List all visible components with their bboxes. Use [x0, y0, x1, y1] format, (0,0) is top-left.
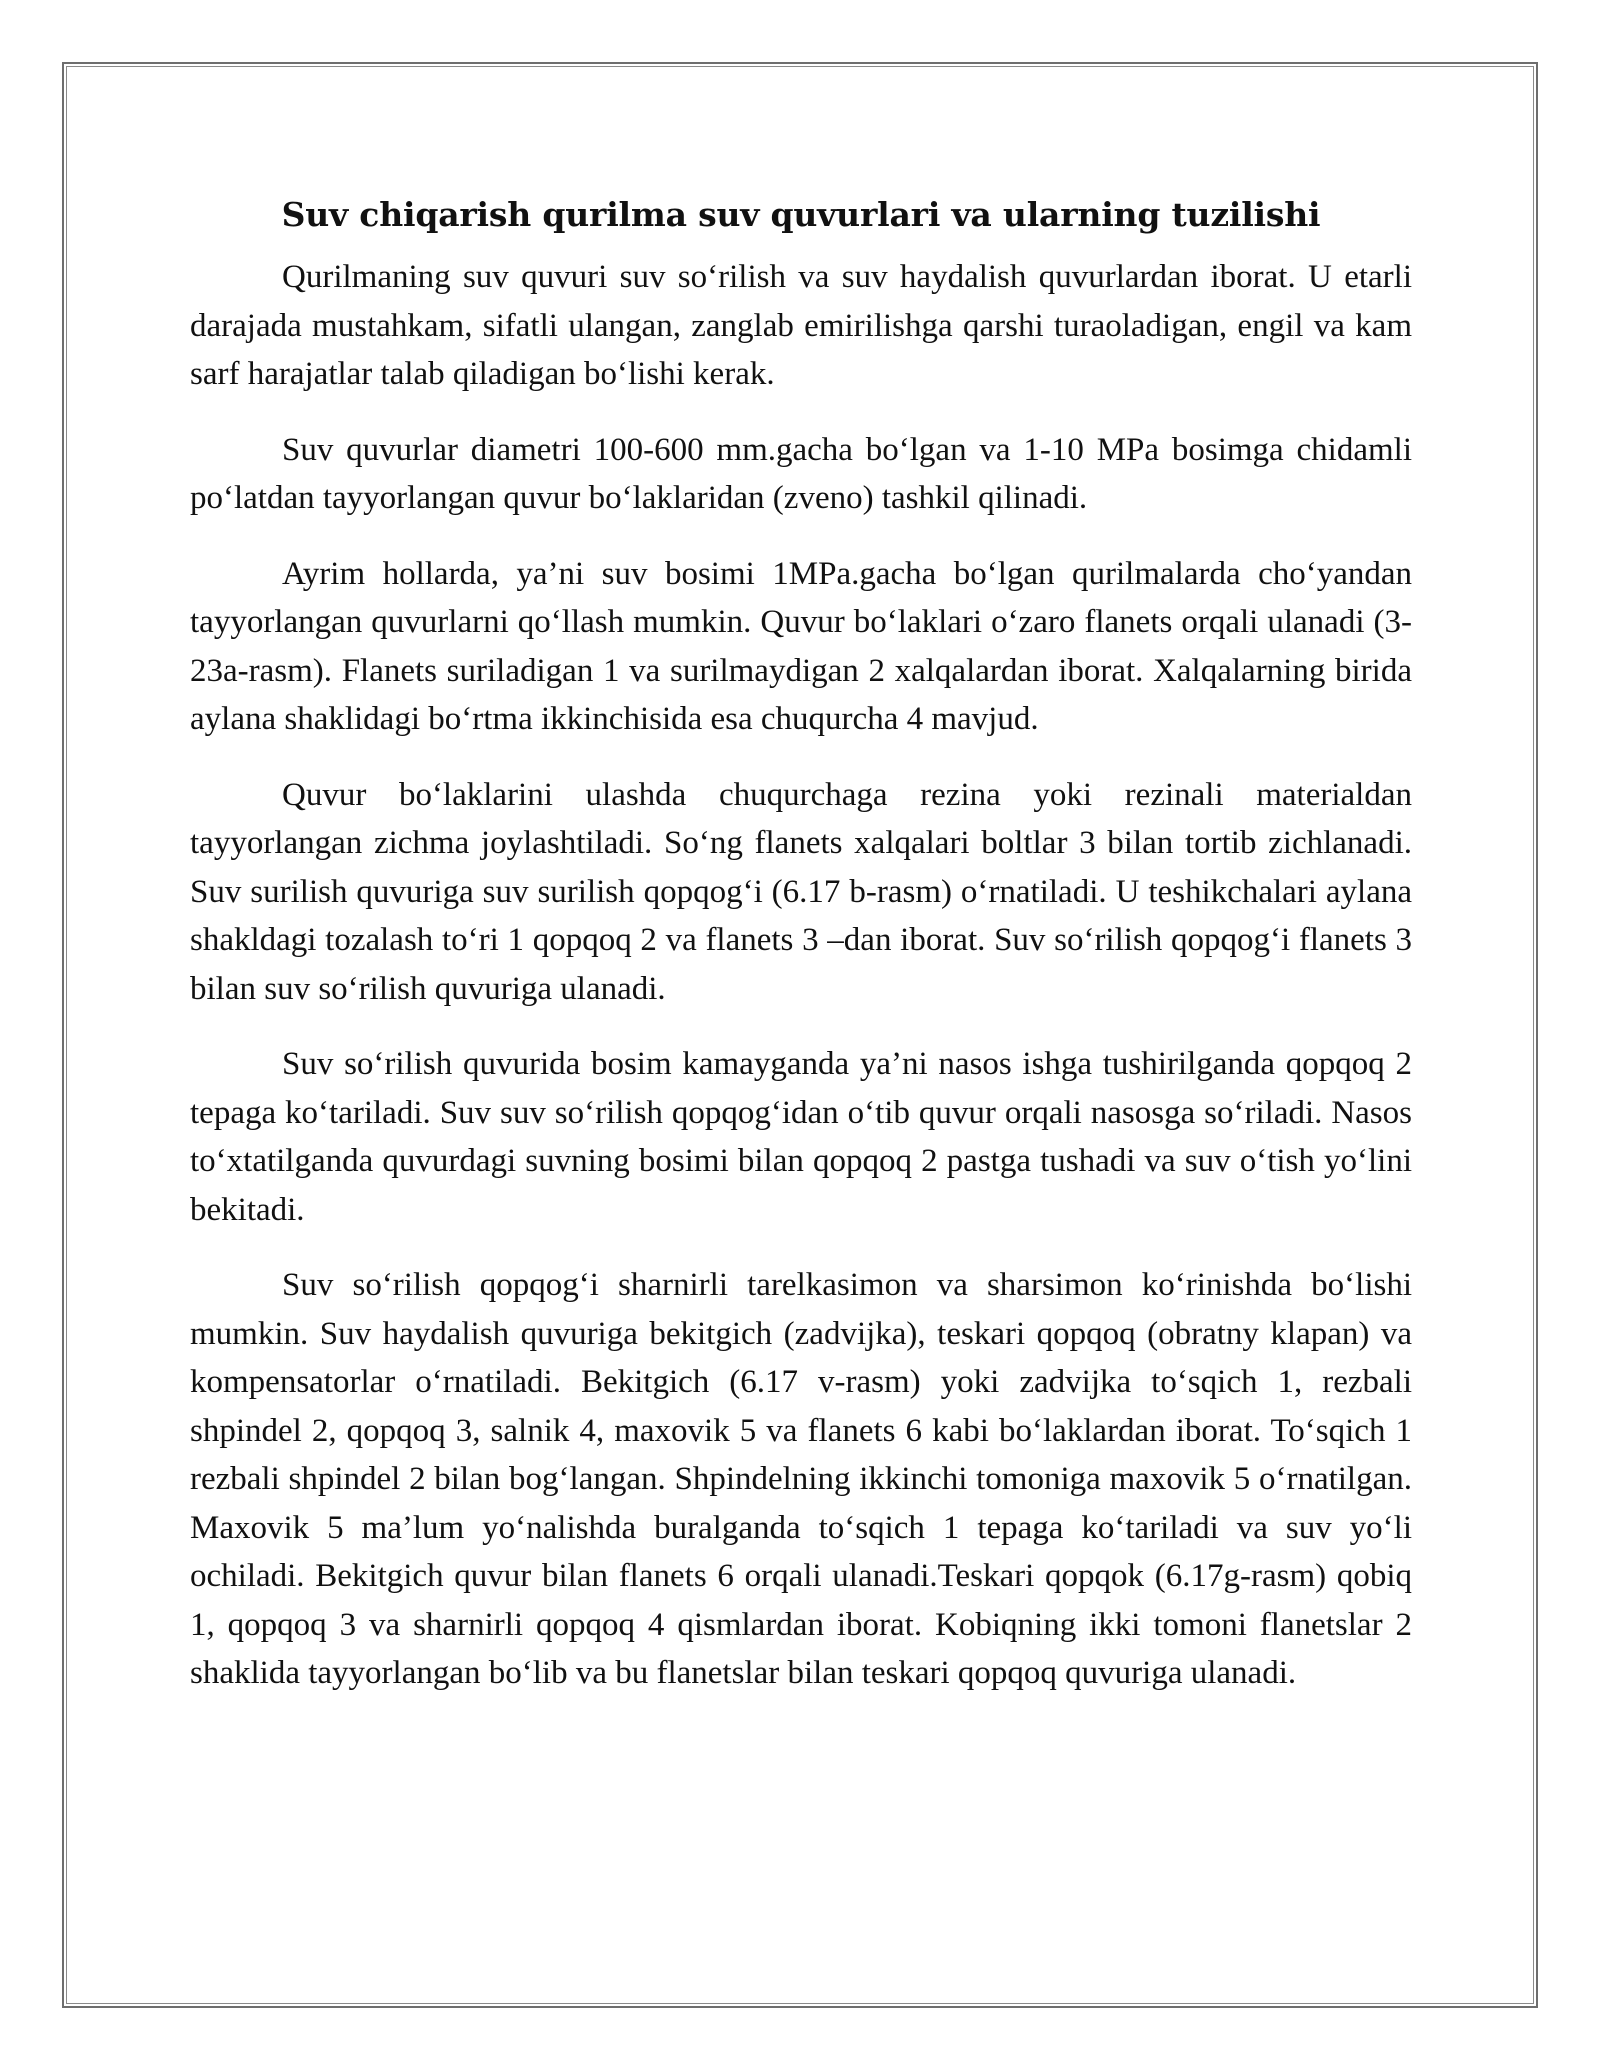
paragraph-6: Suv so‘rilish qopqog‘i sharnirli tarelkasimon va sharsimon ko‘rinishda bo‘lishi mumkin. Suv haydalish quvuriga bekitgich (zadvijka), teskari qopqoq (obratny klapan) va kompensatorlar o‘rnatiladi. Bekitgich (6.17 v-rasm) yoki zadvijka to‘sqich 1, rezbali shpindel 2, qopqoq 3, salnik 4, maxovik 5 va flanets 6 kabi bo‘laklardan iborat. To‘sqich 1 rezbali shpindel 2 bilan bog‘langan. Shpindelning ikkinchi tomoniga maxovik 5 o‘rnatilgan. Maxovik 5 ma’lum yo‘nalishda buralganda to‘sqich 1 tepaga ko‘tariladi va suv yo‘li ochiladi. Bekitgich quvur bilan flanets 6 orqali ulanadi.Teskari qopqok (6.17g-rasm) qobiq 1, qopqoq 3 va sharnirli qopqoq 4 qismlardan iborat. Kobiqning ikki tomoni flanetslar 2 shaklida tayyorlangan bo‘lib va bu flanetslar bilan teskari qopqoq quvuriga ulanadi. [190, 1267, 1412, 1691]
document-body [190, 185, 1412, 1725]
paragraph-2: Suv quvurlar diametri 100-600 mm.gacha bo‘lgan va 1-10 MPa bosimga chidamli po‘latdan tayyorlangan quvur bo‘laklaridan (zveno) tashkil qilinadi. [190, 431, 1412, 516]
paragraph-5: Suv so‘rilish quvurida bosim kamayganda ya’ni nasos ishga tushirilganda qopqoq 2 tepaga ko‘tariladi. Suv suv so‘rilish qopqog‘idan o‘tib quvur orqali nasosga so‘riladi. Nasos to‘xtatilganda quvurdagi suvning bosimi bilan qopqoq 2 pastga tushadi va suv o‘tish yo‘lini bekitadi. [190, 1046, 1412, 1228]
paragraph-4: Quvur bo‘laklarini ulashda chuqurchaga rezina yoki rezinali materialdan tayyorlangan zichma joylashtiladi. So‘ng flanets xalqalari boltlar 3 bilan tortib zichlanadi. Suv surilish quvuriga suv surilish qopqog‘i (6.17 b-rasm) o‘rnatiladi. U teshikchalari aylana shakldagi tozalash to‘ri 1 qopqoq 2 va flanets 3 –dan iborat. Suv so‘rilish qopqog‘i flanets 3 bilan suv so‘rilish quvuriga ulanadi. [190, 776, 1412, 1007]
paragraph-3: Ayrim hollarda, ya’ni suv bosimi 1MPa.gacha bo‘lgan qurilmalarda cho‘yandan tayyorlangan quvurlarni qo‘llash mumkin. Quvur bo‘laklari o‘zaro flanets orqali ulanadi (3-23a-rasm). Flanets suriladigan 1 va surilmaydigan 2 xalqalardan iborat. Xalqalarning birida aylana shaklidagi bo‘rtma ikkinchisida esa chuqurcha 4 mavjud. [190, 555, 1412, 737]
paragraph-1: Qurilmaning suv quvuri suv so‘rilish va suv haydalish quvurlardan iborat. U etarli darajada mustahkam, sifatli ulangan, zanglab emirilishga qarshi turaoladigan, engil va kam sarf harajatlar talab qiladigan bo‘lishi kerak. [190, 259, 1412, 392]
document-title: Suv chiqarish qurilma suv quvurlari va ularning tuzilishi [281, 195, 1321, 234]
